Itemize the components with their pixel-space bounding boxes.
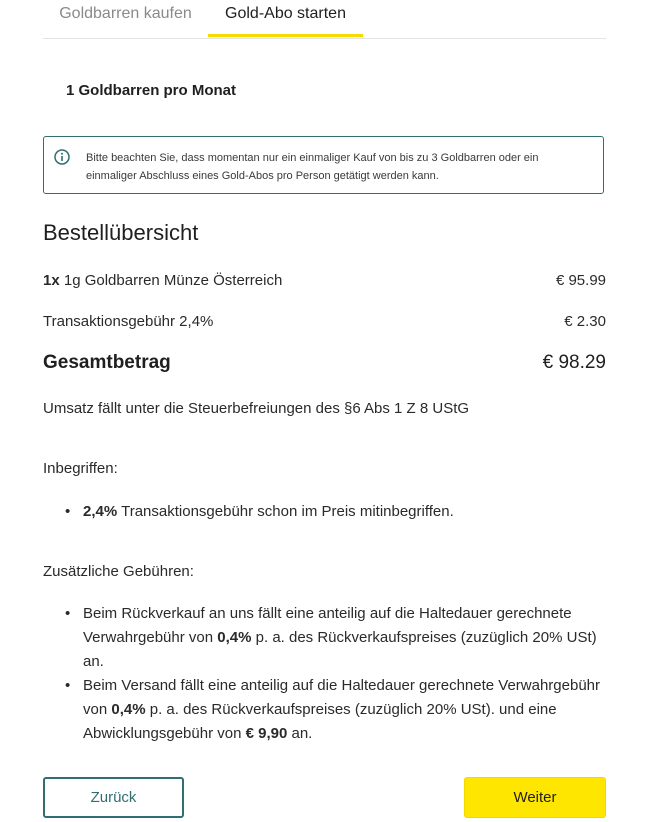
info-notice (43, 136, 604, 194)
total-row (43, 352, 606, 374)
included-list (43, 500, 603, 524)
plan-title: 1 Goldbarren pro Monat (66, 82, 237, 99)
order-item-row (43, 272, 606, 289)
additional-fees-list (43, 602, 603, 746)
total-label: Gesamtbetrag (43, 352, 171, 373)
tab-gold-abo-starten[interactable]: Gold-Abo starten (208, 0, 363, 37)
tab-goldbarren-kaufen[interactable]: Goldbarren kaufen (59, 5, 192, 22)
order-summary-title: Bestellübersicht (43, 220, 199, 245)
additional-fees-heading: Zusätzliche Gebühren: (43, 563, 194, 580)
item-amount: € 95.99 (555, 272, 606, 289)
item-name: 1g Goldbarren Münze Österreich (63, 272, 283, 289)
info-circle-icon (54, 149, 70, 165)
back-button[interactable]: Zurück (43, 777, 184, 818)
included-heading: Inbegriffen: (43, 460, 118, 477)
fee-amount: € 2.30 (564, 313, 606, 330)
fee-row (43, 313, 606, 330)
list-item: • Beim Versand fällt eine anteilig auf die Haltedauer gerechnete Verwahrgebühr von 0,4% p. a. des Rückverkaufspreises (zuzüglich 20% USt). und eine Abwicklungsgebühr von € 9,90 an. (83, 674, 603, 746)
tax-note: Umsatz fällt unter die Steuerbefreiungen des §6 Abs 1 Z 8 UStG (43, 400, 470, 417)
tab-bar (43, 0, 606, 39)
total-amount: € 98.29 (542, 352, 606, 373)
list-item: • 2,4% Transaktionsgebühr schon im Preis mitinbegriffen. (83, 500, 603, 524)
fee-label: Transaktionsgebühr 2,4% (43, 313, 214, 330)
notice-text: Bitte beachten Sie, dass momentan nur ein einmaliger Kauf von bis zu 3 Goldbarren oder ein einmaliger Abschluss eines Gold-Abos pro Person getätigt werden kann. (86, 152, 539, 182)
next-button[interactable]: Weiter (464, 777, 606, 818)
item-quantity: 1x (43, 272, 60, 289)
list-item: • Beim Rückverkauf an uns fällt eine anteilig auf die Haltedauer gerechnete Verwahrgebühr von 0,4% p. a. des Rückverkaufspreises (zuzüglich 20% USt) an. (83, 602, 603, 674)
